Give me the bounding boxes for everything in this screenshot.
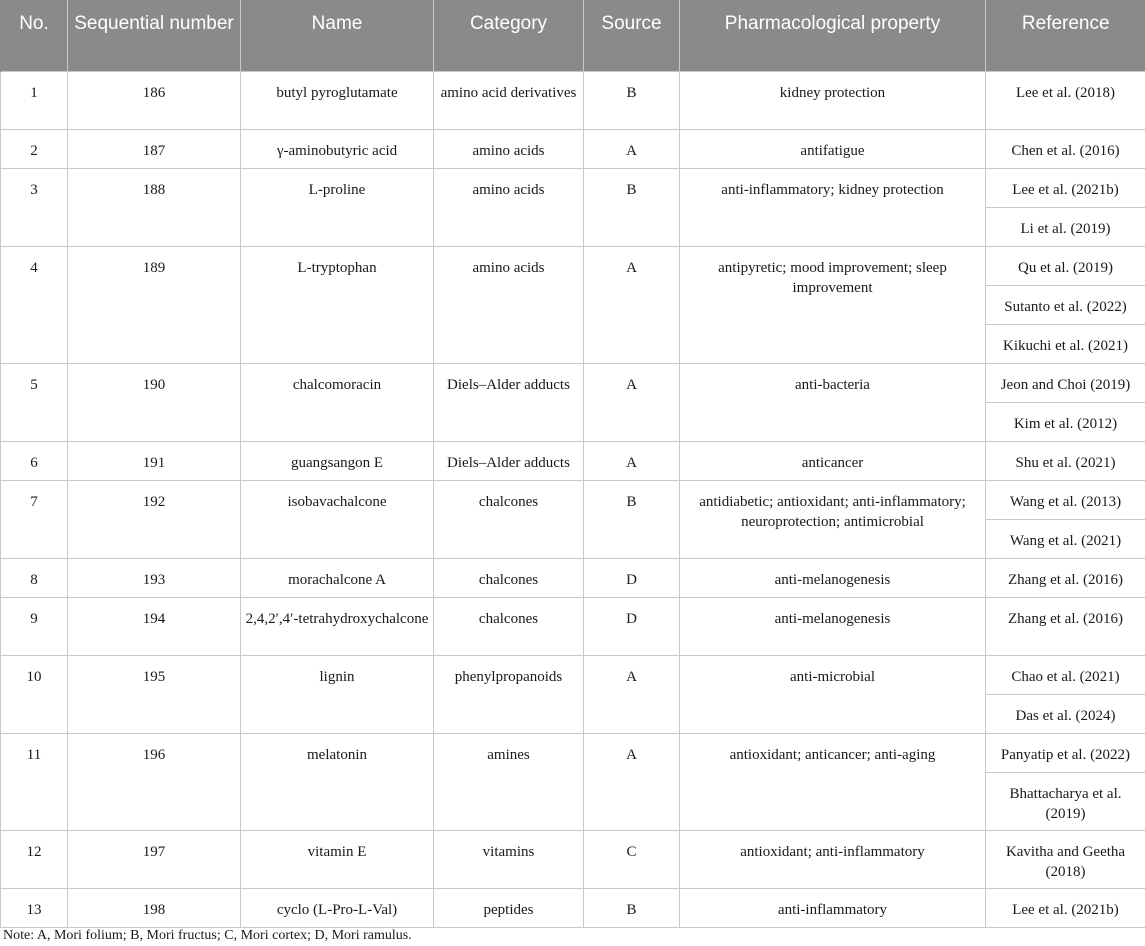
pharmacological-property-cell: antioxidant; anti-inflammatory [680,830,986,888]
category-cell: amino acid derivatives [434,71,584,129]
table-row [1,441,1145,480]
reference-cell: Shu et al. (2021) [986,441,1145,480]
name-cell: γ-aminobutyric acid [241,129,434,168]
reference-cell: Wang et al. (2013) [986,480,1145,519]
reference-cell: Zhang et al. (2016) [986,597,1145,655]
pharmacological-property-cell: anticancer [680,441,986,480]
header-no: No. [1,0,68,71]
source-cell: B [584,480,680,558]
name-cell: L-proline [241,168,434,246]
category-cell: phenylpropanoids [434,655,584,733]
no-cell: 10 [1,655,68,733]
table-row [1,246,1145,285]
category-cell: chalcones [434,558,584,597]
header-name: Name [241,0,434,71]
header-reference: Reference [986,0,1145,71]
category-cell: amino acids [434,246,584,363]
table-row [1,655,1145,694]
source-cell: D [584,597,680,655]
sequential-number-cell: 192 [68,480,241,558]
category-cell: amino acids [434,168,584,246]
sequential-number-cell: 189 [68,246,241,363]
source-cell: A [584,733,680,830]
no-cell: 6 [1,441,68,480]
source-cell: D [584,558,680,597]
no-cell: 5 [1,363,68,441]
source-cell: B [584,168,680,246]
category-cell: Diels–Alder adducts [434,441,584,480]
source-cell: B [584,888,680,927]
header-pharmacological-property: Pharmacological property [680,0,986,71]
reference-cell: Jeon and Choi (2019) [986,363,1145,402]
name-cell: isobavachalcone [241,480,434,558]
table-row [1,830,1145,888]
no-cell: 4 [1,246,68,363]
reference-cell: Kikuchi et al. (2021) [986,324,1145,363]
no-cell: 11 [1,733,68,830]
table-row [1,733,1145,772]
source-cell: C [584,830,680,888]
sequential-number-cell: 187 [68,129,241,168]
sequential-number-cell: 197 [68,830,241,888]
header-row [1,0,1145,71]
name-cell: lignin [241,655,434,733]
sequential-number-cell: 194 [68,597,241,655]
source-cell: A [584,441,680,480]
sequential-number-cell: 186 [68,71,241,129]
category-cell: chalcones [434,480,584,558]
pharmacological-property-cell: anti-melanogenesis [680,597,986,655]
header-category: Category [434,0,584,71]
name-cell: cyclo (L-Pro-L-Val) [241,888,434,927]
table-row [1,168,1145,207]
reference-cell: Chao et al. (2021) [986,655,1145,694]
reference-cell: Das et al. (2024) [986,694,1145,733]
no-cell: 1 [1,71,68,129]
reference-cell: Lee et al. (2018) [986,71,1145,129]
category-cell: amines [434,733,584,830]
name-cell: morachalcone A [241,558,434,597]
reference-cell: Panyatip et al. (2022) [986,733,1145,772]
pharmacological-property-cell: kidney protection [680,71,986,129]
no-cell: 12 [1,830,68,888]
table-row [1,129,1145,168]
name-cell: chalcomoracin [241,363,434,441]
reference-cell: Wang et al. (2021) [986,519,1145,558]
header-source: Source [584,0,680,71]
table-row [1,597,1145,655]
sequential-number-cell: 188 [68,168,241,246]
table-row [1,71,1145,129]
source-cell: A [584,655,680,733]
name-cell: butyl pyroglutamate [241,71,434,129]
sequential-number-cell: 190 [68,363,241,441]
no-cell: 3 [1,168,68,246]
table-body [1,71,1145,927]
no-cell: 13 [1,888,68,927]
reference-cell: Lee et al. (2021b) [986,888,1145,927]
no-cell: 2 [1,129,68,168]
sequential-number-cell: 193 [68,558,241,597]
source-cell: A [584,129,680,168]
reference-cell: Zhang et al. (2016) [986,558,1145,597]
header-sequential-number: Sequential number [68,0,241,71]
pharmacological-property-cell: antioxidant; anticancer; anti-aging [680,733,986,830]
pharmacological-property-cell: antipyretic; mood improvement; sleep improvement [680,246,986,363]
table-row [1,888,1145,927]
reference-cell: Sutanto et al. (2022) [986,285,1145,324]
table-row [1,363,1145,402]
no-cell: 8 [1,558,68,597]
reference-cell: Chen et al. (2016) [986,129,1145,168]
pharmacological-property-cell: anti-microbial [680,655,986,733]
reference-cell: Kim et al. (2012) [986,402,1145,441]
name-cell: melatonin [241,733,434,830]
name-cell: vitamin E [241,830,434,888]
category-cell: Diels–Alder adducts [434,363,584,441]
pharmacological-property-cell: anti-inflammatory [680,888,986,927]
category-cell: chalcones [434,597,584,655]
sequential-number-cell: 198 [68,888,241,927]
reference-cell: Bhattacharya et al. (2019) [986,772,1145,830]
pharmacological-property-cell: antifatigue [680,129,986,168]
source-cell: B [584,71,680,129]
table-row [1,558,1145,597]
category-cell: peptides [434,888,584,927]
reference-cell: Lee et al. (2021b) [986,168,1145,207]
source-cell: A [584,246,680,363]
reference-cell: Kavitha and Geetha (2018) [986,830,1145,888]
table-row [1,480,1145,519]
source-cell: A [584,363,680,441]
category-cell: vitamins [434,830,584,888]
pharmacological-property-cell: antidiabetic; antioxidant; anti-inflammatory; neuroprotection; antimicrobial [680,480,986,558]
pharmacological-property-cell: anti-inflammatory; kidney protection [680,168,986,246]
reference-cell: Qu et al. (2019) [986,246,1145,285]
no-cell: 9 [1,597,68,655]
name-cell: L-tryptophan [241,246,434,363]
sequential-number-cell: 196 [68,733,241,830]
name-cell: 2,4,2′,4′-tetrahydroxychalcone [241,597,434,655]
category-cell: amino acids [434,129,584,168]
pharmacological-property-cell: anti-bacteria [680,363,986,441]
no-cell: 7 [1,480,68,558]
name-cell: guangsangon E [241,441,434,480]
sequential-number-cell: 191 [68,441,241,480]
pharmacological-property-cell: anti-melanogenesis [680,558,986,597]
reference-cell: Li et al. (2019) [986,207,1145,246]
table-note: Note: A, Mori folium; B, Mori fructus; C, Mori cortex; D, Mori ramulus. [3,928,412,943]
sequential-number-cell: 195 [68,655,241,733]
